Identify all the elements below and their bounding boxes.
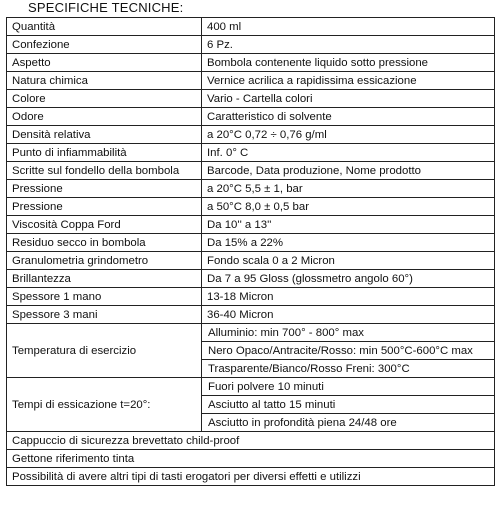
table-row: [7, 324, 495, 342]
temperature-value: Nero Opaco/Antracite/Rosso: min 500°C-600°C max: [202, 342, 495, 360]
table-row: [7, 432, 495, 450]
row-label: Spessore 3 mani: [7, 306, 202, 324]
table-row: [7, 36, 495, 54]
row-label: Quantità: [7, 18, 202, 36]
row-label: Pressione: [7, 198, 202, 216]
row-label: Pressione: [7, 180, 202, 198]
drying-time-value: Fuori polvere 10 minuti: [202, 378, 495, 396]
row-value: a 20°C 0,72 ÷ 0,76 g/ml: [202, 126, 495, 144]
row-value: Vario - Cartella colori: [202, 90, 495, 108]
row-value: Fondo scala 0 a 2 Micron: [202, 252, 495, 270]
table-row: [7, 180, 495, 198]
table-row: [7, 90, 495, 108]
table-row: [7, 288, 495, 306]
table-row: [7, 216, 495, 234]
specs-table: [6, 17, 495, 486]
row-label: Colore: [7, 90, 202, 108]
row-value: a 50°C 8,0 ± 0,5 bar: [202, 198, 495, 216]
row-label: Punto di infiammabilità: [7, 144, 202, 162]
drying-time-value: Asciutto in profondità piena 24/48 ore: [202, 414, 495, 432]
row-value: 13-18 Micron: [202, 288, 495, 306]
row-label: Densità relativa: [7, 126, 202, 144]
row-value: Da 15% a 22%: [202, 234, 495, 252]
row-label: Confezione: [7, 36, 202, 54]
row-label: Aspetto: [7, 54, 202, 72]
row-label: Viscosità Coppa Ford: [7, 216, 202, 234]
table-row: [7, 126, 495, 144]
row-value: a 20°C 5,5 ± 1, bar: [202, 180, 495, 198]
table-row: [7, 378, 495, 396]
table-row: [7, 198, 495, 216]
page-title: SPECIFICHE TECNICHE:: [28, 0, 184, 15]
row-value: Inf. 0° C: [202, 144, 495, 162]
table-row: [7, 162, 495, 180]
drying-time-label: Tempi di essicazione t=20°:: [7, 378, 202, 432]
temperature-value: Trasparente/Bianco/Rosso Freni: 300°C: [202, 360, 495, 378]
row-label: Granulometria grindometro: [7, 252, 202, 270]
table-row: [7, 252, 495, 270]
temperature-value: Alluminio: min 700° - 800° max: [202, 324, 495, 342]
row-label: Brillantezza: [7, 270, 202, 288]
row-value: Barcode, Data produzione, Nome prodotto: [202, 162, 495, 180]
table-row: [7, 270, 495, 288]
row-value: 6 Pz.: [202, 36, 495, 54]
row-label: Odore: [7, 108, 202, 126]
row-value: Da 7 a 95 Gloss (glossmetro angolo 60°): [202, 270, 495, 288]
table-row: [7, 468, 495, 486]
table-row: [7, 54, 495, 72]
temperature-label: Temperatura di esercizio: [7, 324, 202, 378]
row-value: Vernice acrilica a rapidissima essicazione: [202, 72, 495, 90]
row-value: Da 10'' a 13'': [202, 216, 495, 234]
row-label: Natura chimica: [7, 72, 202, 90]
row-label: Residuo secco in bombola: [7, 234, 202, 252]
row-label: Spessore 1 mano: [7, 288, 202, 306]
drying-time-value: Asciutto al tatto 15 minuti: [202, 396, 495, 414]
table-row: [7, 144, 495, 162]
table-row: [7, 18, 495, 36]
note-row: Cappuccio di sicurezza brevettato child-proof: [7, 432, 495, 450]
row-value: 36-40 Micron: [202, 306, 495, 324]
table-row: [7, 450, 495, 468]
row-value: Caratteristico di solvente: [202, 108, 495, 126]
table-row: [7, 108, 495, 126]
row-value: Bombola contenente liquido sotto pressione: [202, 54, 495, 72]
table-row: [7, 234, 495, 252]
row-label: Scritte sul fondello della bombola: [7, 162, 202, 180]
note-row: Gettone riferimento tinta: [7, 450, 495, 468]
row-value: 400 ml: [202, 18, 495, 36]
table-row: [7, 306, 495, 324]
table-row: [7, 72, 495, 90]
note-row: Possibilità di avere altri tipi di tasti erogatori per diversi effetti e utilizzi: [7, 468, 495, 486]
